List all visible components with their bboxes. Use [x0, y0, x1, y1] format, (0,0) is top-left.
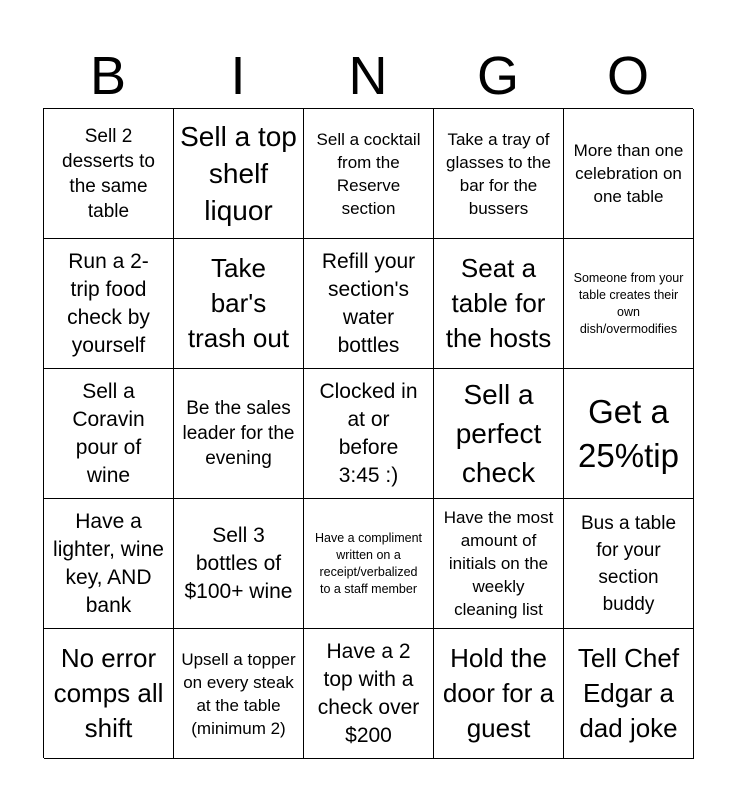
bingo-cell[interactable]: Seat a table for the hosts [434, 239, 564, 369]
bingo-cell[interactable]: Run a 2-trip food check by yourself [44, 239, 174, 369]
bingo-cell[interactable]: Sell a cocktail from the Reserve section [304, 109, 434, 239]
bingo-cell[interactable]: Be the sales leader for the evening [174, 369, 304, 499]
bingo-cell[interactable]: Take bar's trash out [174, 239, 304, 369]
header-letter-o: O [606, 46, 649, 106]
bingo-cell[interactable]: Sell a top shelf liquor [174, 109, 304, 239]
bingo-cell[interactable]: Hold the door for a guest [434, 629, 564, 759]
bingo-cell[interactable]: Have a lighter, wine key, AND bank [44, 499, 174, 629]
bingo-cell[interactable]: Sell 2 desserts to the same table [44, 109, 174, 239]
bingo-cell[interactable]: Have a 2 top with a check over $200 [304, 629, 434, 759]
header-letter-i: I [230, 46, 246, 106]
bingo-cell[interactable]: Someone from your table creates their own dish/overmodifies [564, 239, 694, 369]
bingo-cell[interactable]: Sell a Coravin pour of wine [44, 369, 174, 499]
bingo-cell[interactable]: Have a compliment written on a receipt/verbalized to a staff member [304, 499, 434, 629]
bingo-cell[interactable]: Have the most amount of initials on the weekly cleaning list [434, 499, 564, 629]
bingo-grid [43, 108, 693, 758]
bingo-cell[interactable]: Get a 25%tip [564, 369, 694, 499]
bingo-cell[interactable]: Sell 3 bottles of $100+ wine [174, 499, 304, 629]
bingo-cell[interactable]: No error comps all shift [44, 629, 174, 759]
header-letter-g: G [476, 46, 519, 106]
bingo-cell[interactable]: Upsell a topper on every steak at the table (minimum 2) [174, 629, 304, 759]
bingo-cell[interactable]: Bus a table for your section buddy [564, 499, 694, 629]
bingo-cell[interactable]: Tell Chef Edgar a dad joke [564, 629, 694, 759]
header-letter-n: N [348, 46, 388, 106]
bingo-cell[interactable]: Clocked in at or before 3:45 :) [304, 369, 434, 499]
bingo-cell[interactable]: Sell a perfect check [434, 369, 564, 499]
header-letter-b: B [89, 46, 127, 106]
bingo-cell[interactable]: Refill your section's water bottles [304, 239, 434, 369]
bingo-cell[interactable]: Take a tray of glasses to the bar for the bussers [434, 109, 564, 239]
bingo-cell[interactable]: More than one celebration on one table [564, 109, 694, 239]
bingo-header [43, 44, 693, 108]
